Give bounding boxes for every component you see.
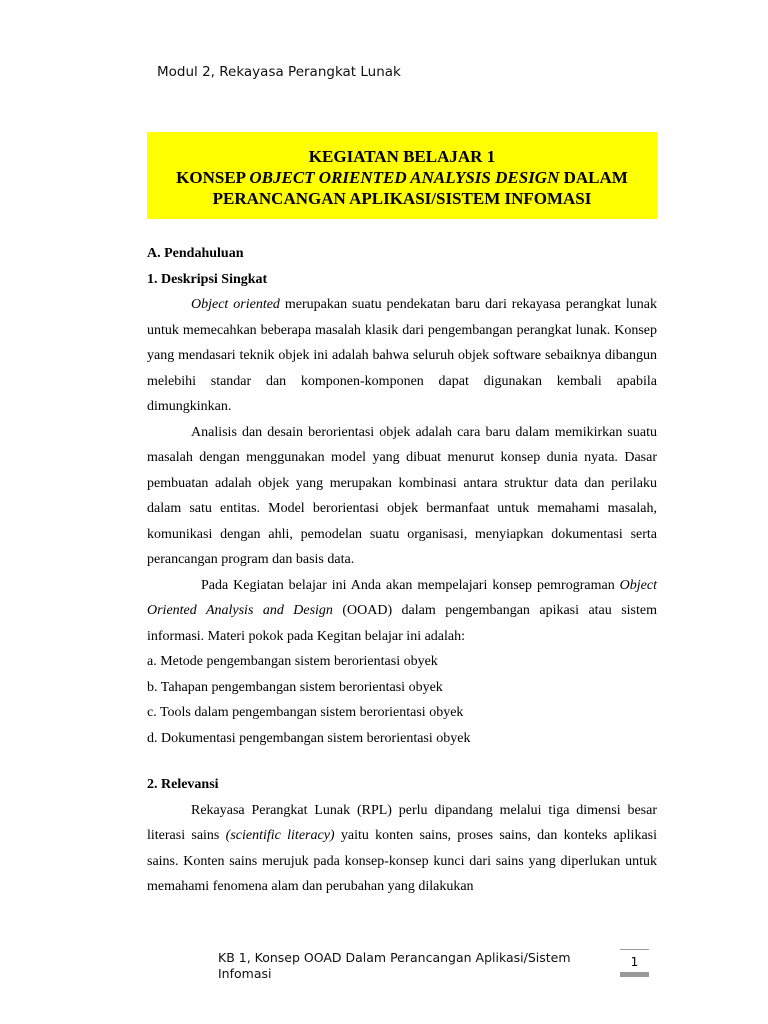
paragraph-1: [147, 292, 657, 420]
section-heading-a: A. Pendahuluan: [147, 246, 244, 261]
paragraph-3-pre: Pada Kegiatan belajar ini Anda akan mempelajari konsep pemrograman: [201, 577, 620, 593]
list-item: c. Tools dalam pengembangan sistem berorientasi obyek: [147, 705, 464, 720]
paragraph-3-post: (OOAD) dalam pengembangan apikasi atau sistem informasi. Materi pokok pada Kegitan belajar ini adalah:: [147, 603, 657, 644]
subsection-heading-2: 2. Relevansi: [147, 777, 219, 792]
title-line-2-pre: KONSEP: [176, 168, 250, 187]
list-item: b. Tahapan pengembangan sistem berorientasi obyek: [147, 679, 443, 695]
title-box: [147, 132, 657, 219]
paragraph-4-pre: Rekayasa Perangkat Lunak (RPL) perlu dipandang melalui tiga dimensi besar literasi sains: [147, 802, 657, 843]
title-line-2: [147, 167, 657, 188]
list-item: d. Dokumentasi pengembangan sistem berorientasi obyek: [147, 730, 471, 746]
running-footer: KB 1, Konsep OOAD Dalam Perancangan Aplikasi/Sistem Infomasi: [218, 950, 571, 981]
title-line-1: KEGIATAN BELAJAR 1: [308, 147, 496, 166]
document-body: [147, 241, 657, 900]
paragraph-3-italic: Object Oriented Analysis and Design: [147, 577, 657, 618]
paragraph-4-post: yaitu konten sains, proses sains, dan konteks aplikasi sains. Konten sains merujuk pada konsep-konsep kunci dari sains yang diperlukan untuk memahami fenomena alam dan perubahan yang dilakukan: [147, 828, 657, 894]
spacer: [147, 751, 657, 772]
list-item: a. Metode pengembangan sistem berorientasi obyek: [147, 654, 438, 669]
paragraph-4-italic: (scientific literacy): [225, 828, 335, 843]
title-line-2-post: DALAM: [559, 168, 628, 187]
paragraph-1-text: merupakan suatu pendekatan baru dari rekayasa perangkat lunak untuk memecahkan beberapa masalah klasik dari pengembangan perangkat lunak. Konsep yang mendasari teknik objek ini adalah bahwa seluruh objek software sebaiknya dibangun melebihi standar dan komponen-komponen dapat digunakan kembali apabila dimungkinkan.: [147, 297, 657, 414]
paragraph-3: [147, 573, 657, 650]
subsection-heading-1: 1. Deskripsi Singkat: [147, 271, 268, 287]
paragraph-1-italic: Object oriented: [191, 297, 280, 312]
title-line-3: PERANCANGAN APLIKASI/SISTEM INFOMASI: [212, 189, 592, 208]
title-line-2-italic: OBJECT ORIENTED ANALYSIS DESIGN: [249, 168, 560, 187]
paragraph-4: [147, 798, 657, 900]
running-header: Modul 2, Rekayasa Perangkat Lunak: [157, 64, 401, 80]
paragraph-2: Analisis dan desain berorientasi objek adalah cara baru dalam memikirkan suatu masalah dengan menggunakan model yang dibuat menurut konsep dunia nyata. Dasar pembuatan adalah objek yang merupakan kombinasi antara struktur data dan perilaku dalam satu entitas. Model berorientasi objek bermanfaat untuk memahami masalah, komunikasi dengan ahli, pemodelan suatu organisasi, menyiapkan dokumentasi serta perancangan program dan basis data.: [147, 424, 657, 567]
page-number: 1: [620, 949, 649, 977]
